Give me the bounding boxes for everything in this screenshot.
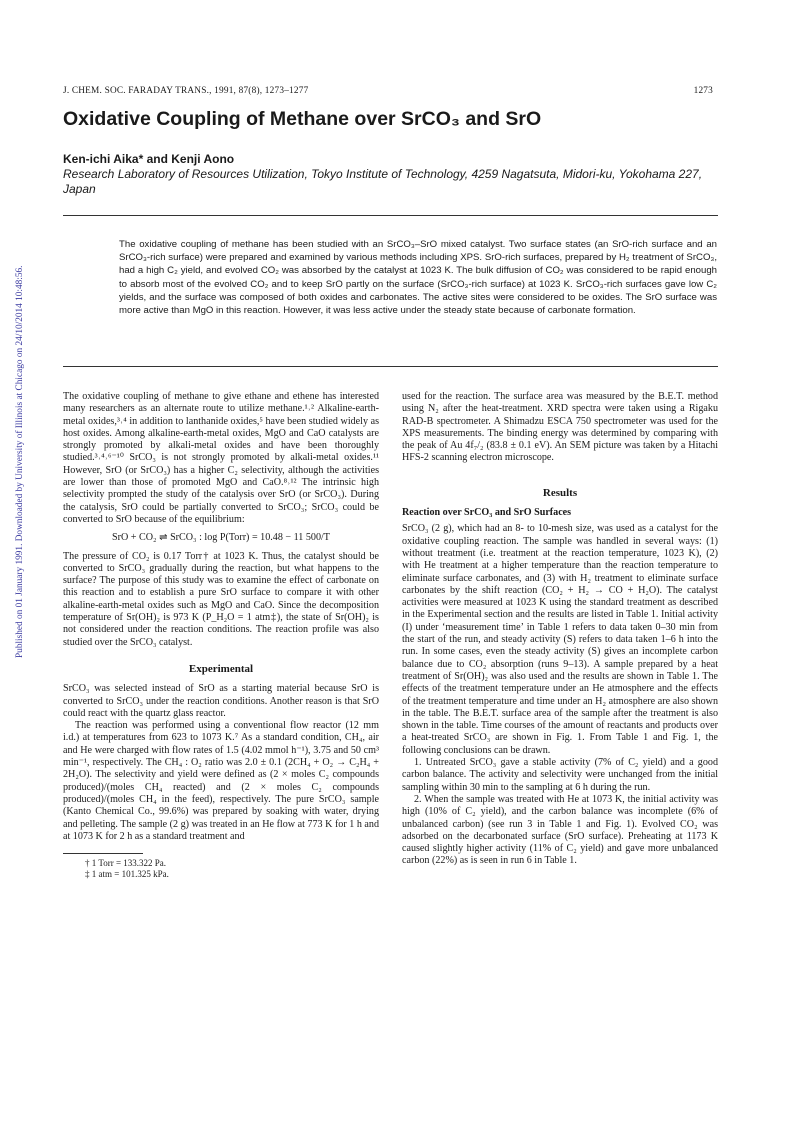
bottom-divider <box>63 366 718 367</box>
abstract: The oxidative coupling of methane has been studied with an SrCO₃–SrO mixed catalyst. Two surface states (an SrO-rich surface and an SrCO₃-rich surface) were prepared and examined by various methods including XPS. SrO-rich surfaces, prepared by H₂ treatment of SrCO₃, had a high C₂ yield, and evolved CO₂ was absorbed by the catalyst at 1023 K. The bulk diffusion of CO₂ was considered to be rapid enough to absorb most of the evolved CO₂ and to keep SrO partly on the surface (SrCO₃-rich surface) at 1023 K. SrCO₃-rich surfaces gave low C₂ yields, and the surface was composed of both oxides and carbonates. The active sites were considered to be oxides. The SrO surface was more active than MgO in this reaction. However, it was less active under the steady state because of carbonate formation. <box>119 239 717 317</box>
left-column <box>63 391 379 880</box>
authors: Ken-ichi Aika* and Kenji Aono <box>63 152 235 166</box>
equilibrium-equation: SrO + CO₂ ⇌ SrCO₃ : log P(Torr) = 10.48 − 11 500/T <box>112 532 330 544</box>
results-paragraph-1: SrCO₃ (2 g), which had an 8- to 10-mesh size, was used as a catalyst for the oxidative coupling reaction. The sample was handled in several ways: (1) without treatment (i.e. treatment at the reaction temperature, 1023 K), (2) with He treatment at a higher temperature than the reaction temperature to eliminate surface carbonates, and (3) with H₂ treatment to eliminate surface carbonates by the shift reaction (CO₂ + H₂ → CO + H₂O). The catalyst activities were measured at 1023 K using the standard treatment as described in the Experimental section and the results are listed in Table 1. Initial activity (I) under ‘measurement time’ in Table 1 refers to data taken 0–30 min from the start of the run, and steady activity (S) refers to data taken 1–6 h into the run. In some cases, even the steady activity (S) gives an incomplete carbon balance due to CO₂ absorption (runs 9–13). A sample prepared by a heat treatment of Sr(OH)₂ was also used and the results are shown in Table 1. The effects of the treatment temperature under an He atmosphere and the effects of the treatment temperature and time under an H₂ atmosphere are also shown in the table. The B.E.T. surface area of the sample after the treatment is also shown in the table. Time courses of the amount of reactants and products over a heat-treated SrCO₃ are shown in Fig. 1. From Table 1 and Fig. 1, the following conclusions can be drawn. <box>402 523 718 756</box>
top-divider <box>63 215 718 216</box>
journal-citation: J. CHEM. SOC. FARADAY TRANS., 1991, 87(8), 1273–1277 <box>63 86 309 96</box>
intro-paragraph-1: The oxidative coupling of methane to give ethane and ethene has interested many researchers as an alternate route to utilize methane.¹˒² Alkaline-earth-metal oxides,³˒⁴ in addition to lanthanide oxides,⁵ have been studied widely as host oxides. Among alkaline-earth-metal oxides, MgO and CaO catalysts are strongly promoted by alkali-metal oxides and have been thoroughly studied.³˒⁴˒⁶⁻¹⁰ SrCO₃ is not strongly promoted by alkali-metal oxides.¹¹ However, SrO (or SrCO₃) has a higher C₂ selectivity, although the activities are lower than those of promoted MgO and CaO.⁸˒¹² The intrinsic high selectivity prompted the study of the catalysis over SrO (or SrCO₃). During the catalysis, SrO could be partially converted to SrCO₃; SrCO₃ could be converted to SrO because of the equilibrium: <box>63 391 379 525</box>
results-paragraph-3: 2. When the sample was treated with He at 1073 K, the initial activity was high (10% of C₂ yield), and the carbon balance was incomplete (6% of unbalanced carbon) (see run 3 in Table 1 and Fig. 1). Evolved CO₂ was adsorbed on the decarbonated surface (SrO surface). Preheating at 1173 K caused slightly higher activity (11% of C₂ yield) and gave more unbalanced carbon (22%) as is seen in run 6 in Table 1. <box>402 793 718 867</box>
right-column <box>402 391 718 868</box>
results-subheading: Reaction over SrCO₃ and SrO Surfaces <box>402 507 572 519</box>
page-number: 1273 <box>693 86 713 96</box>
intro-paragraph-2: The pressure of CO₂ is 0.17 Torr† at 1023 K. Thus, the catalyst should be converted to SrCO₃ gradually during the reaction, but what happens to the surface? The purpose of this study was to examine the effect of carbonate on this reaction and to establish a pure SrO surface to compare it with other alkaline-earth-metal oxides such as MgO and CaO. Since the decomposition temperature of Sr(OH)₂ is 973 K (P_H₂O = 1 atm‡), the state of Sr(OH)₂ is not considered under the reaction conditions. The reaction profile was also studied over the SrCO₃ catalyst. <box>63 550 379 648</box>
experimental-paragraph-1: SrCO₃ was selected instead of SrO as a starting material because SrO is converted to SrCO₃ under the reaction conditions. Another reason is that SrO could react with the quartz glass reactor. <box>63 683 379 719</box>
download-watermark <box>4 217 25 658</box>
footnote-atm: ‡ 1 atm = 101.325 kPa. <box>85 869 169 880</box>
footnote-torr: † 1 Torr = 133.322 Pa. <box>85 858 167 869</box>
affiliation: Research Laboratory of Resources Utilization, Tokyo Institute of Technology, 4259 Nagatsuta, Midori-ku, Yokohama 227, Japan <box>63 167 703 196</box>
running-header <box>63 86 713 96</box>
experimental-heading: Experimental <box>188 662 254 675</box>
side-note: Published on 01 January 1991. Downloaded by University of Illinois at Chicago on 24/10/2014 10:48:56. <box>15 265 25 658</box>
results-heading: Results <box>542 486 578 499</box>
footnote-rule <box>63 853 143 854</box>
experimental-paragraph-2: The reaction was performed using a conventional flow reactor (12 mm i.d.) at temperatures from 623 to 1073 K.⁷ As a standard condition, CH₄, air and He were charged with flow rates of 1.5 (4.02 mmol h⁻¹), 3.75 and 50 cm³ min⁻¹, respectively. The CH₄ : O₂ ratio was 2.0 ± 0.1 (2CH₄ + O₂ → C₂H₄ + 2H₂O). The selectivity and yield were defined as (2 × moles C₂ compounds produced)/(moles CH₄ reacted) and (2 × moles C₂ compounds produced)/(moles CH₄ in the feed), respectively. The pure SrCO₃ sample (Kanto Chemical Co., 99.6%) was prepared by soaking with water, drying and pelleting. The sample (2 g) was treated in an He flow at 773 K for 1 h and at 1073 K for 2 h as a standard treatment and <box>63 720 379 842</box>
results-paragraph-2: 1. Untreated SrCO₃ gave a stable activity (7% of C₂ yield) and a good carbon balance. The activity and selectivity were unchanged from the initial sampling within 30 min to the sampling at 6 h during the run. <box>402 757 718 793</box>
article-title: Oxidative Coupling of Methane over SrCO₃ and SrO <box>63 108 542 130</box>
methods-paragraph: used for the reaction. The surface area was measured by the B.E.T. method using N₂ after the heat-treatment. XRD spectra were taken using a Rigaku RAD-B spectrometer. A Shimadzu ESCA 750 spectrometer was used for the XPS measurements. The binding energy was determined by comparing with the peak of Au 4f₇/₂ (83.8 ± 0.1 eV). An SEM picture was taken by a Hitachi HFS-2 scanning electron microscope. <box>402 391 718 464</box>
